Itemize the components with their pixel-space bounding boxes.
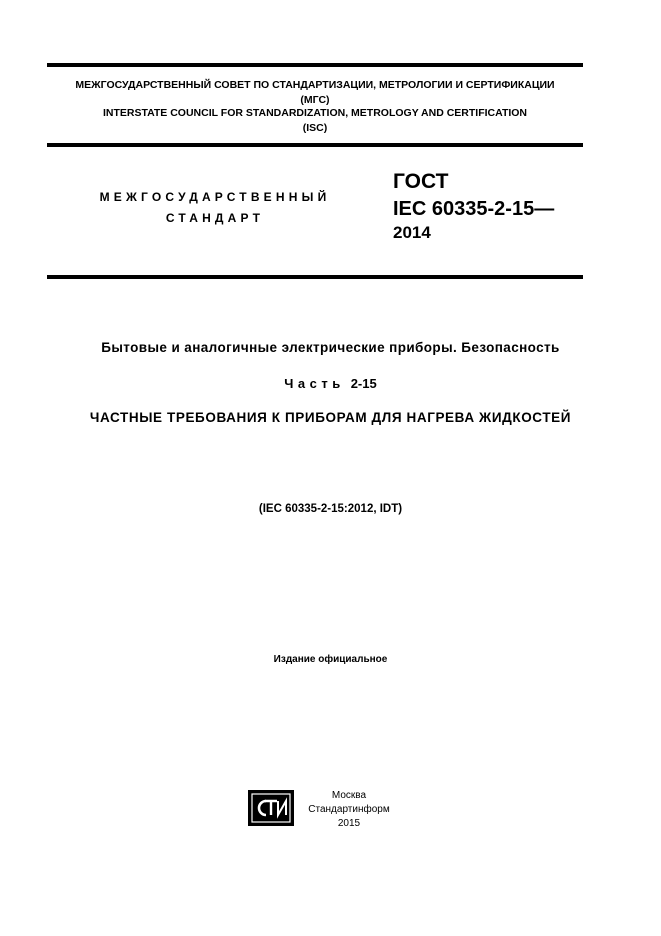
part-number: 2-15 (350, 376, 377, 391)
standard-code: IEC 60335-2-15— (393, 198, 555, 220)
publisher-year: 2015 (337, 818, 361, 829)
title-block-rule (47, 275, 583, 279)
publisher-block (300, 789, 398, 831)
standard-number (393, 169, 583, 244)
standartinform-logo-icon (248, 790, 294, 826)
council-name-english (47, 106, 583, 135)
standard-caption-line2: СТАНДАРТ (165, 211, 265, 225)
standard-caption-line1: МЕЖГОСУДАРСТВЕННЫЙ (99, 190, 331, 204)
document-part (20, 376, 641, 391)
standard-gost-label: ГОСТ (393, 170, 449, 193)
part-word: Часть (284, 376, 345, 391)
publisher-city: Москва (331, 790, 367, 801)
council-en-line1: INTERSTATE COUNCIL FOR STANDARDIZATION, METROLOGY AND CERTIFICATION (102, 107, 528, 119)
council-ru-abbr: (МГС) (300, 93, 330, 106)
standard-caption (70, 187, 360, 229)
council-name-russian (47, 78, 583, 107)
iec-reference: (IEC 60335-2-15:2012, IDT) (258, 503, 403, 515)
standard-year: 2014 (393, 223, 431, 242)
header-bottom-rule (47, 143, 583, 147)
edition-note: Издание официальное (273, 654, 388, 665)
publisher-name: Стандартинформ (308, 804, 390, 815)
document-title-specific: ЧАСТНЫЕ ТРЕБОВАНИЯ К ПРИБОРАМ ДЛЯ НАГРЕВА ЖИДКОСТЕЙ (89, 410, 572, 425)
document-title-general: Бытовые и аналогичные электрические приборы. Безопасность (101, 340, 560, 355)
council-ru-line1: МЕЖГОСУДАРСТВЕННЫЙ СОВЕТ ПО СТАНДАРТИЗАЦИИ, МЕТРОЛОГИИ И СЕРТИФИКАЦИИ (75, 79, 555, 91)
council-en-abbr: (ISC) (302, 121, 328, 134)
header-top-rule (47, 63, 583, 67)
